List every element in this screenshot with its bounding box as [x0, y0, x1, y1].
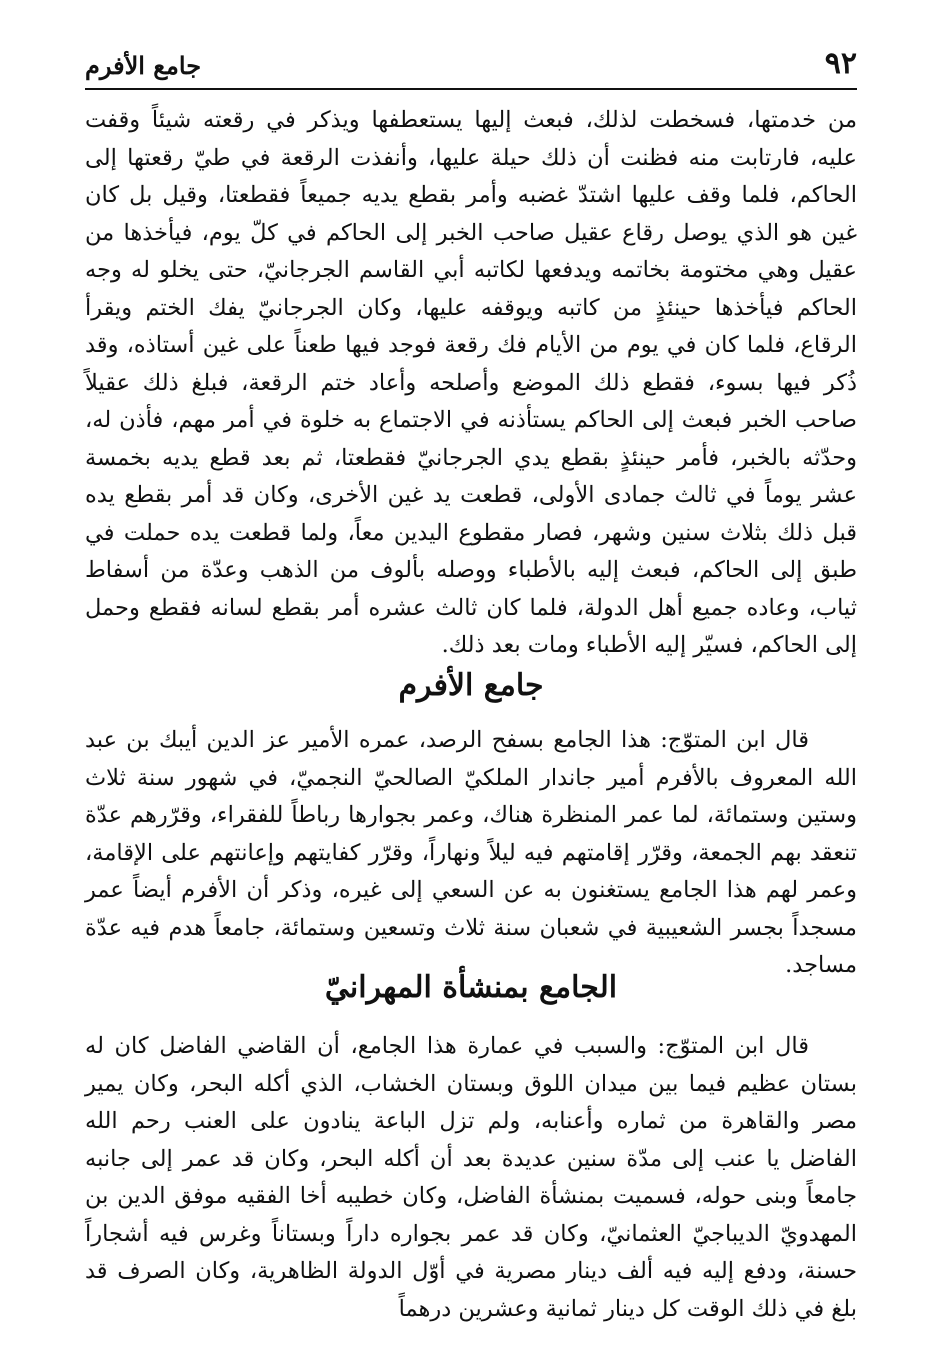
page-number: ٩٢ — [824, 46, 857, 81]
section-2-paragraph: قال ابن المتوّج: هذا الجامع بسفح الرصد، عمره الأمير عز الدين أيبك بن عبد الله المعروف بالأفرم أمير جاندار الملكيّ الصالحيّ النجميّ، في شهور سنة ثلاث وستين وستمائة، لما عمر المنظرة هناك، وعمر بجوارها رباطاً للفقراء، وقرّرهم عدّة تنعقد بهم الجمعة، وقرّر إقامتهم فيه ليلاً ونهاراً، وقرّر كفايتهم وإعانتهم على الإقامة، وعمر لهم هذا الجامع يستغنون به عن السعي إلى غيره، وذكر أن الأفرم أيضاً عمر مسجداً بجسر الشعيبية في شعبان سنة ثلاث وتسعين وستمائة، جامعاً هدم فيه عدّة مساجد. — [85, 727, 857, 978]
section-3-body — [85, 1028, 857, 1328]
section-1-paragraph: من خدمتها، فسخطت لذلك، فبعث إليها يستعطفها ويذكر في رقعته شيئاً وقفت عليه، فارتابت منه فظنت أن ذلك حيلة عليها، وأنفذت الرقعة في طيّ رقعتها إلى الحاكم، فلما وقف عليها اشتدّ غضبه وأمر بقطع يديه جميعاً فقطعتا، وقيل بل كان غين هو الذي يوصل رقاع عقيل صاحب الخبر إلى الحاكم في كلّ يوم، فيأخذها من عقيل وهي مختومة بخاتمه ويدفعها لكاتبه أبي القاسم الجرجانيّ، حتى يخلو له وجه الحاكم فيأخذها حينئذٍ من كاتبه ويوقفه عليها، وكان الجرجانيّ يفك الختم ويقرأ الرقاع، فلما كان في يوم من الأيام فك رقعة فوجد فيها طعناً على غين أستاذه، وقد ذُكر فيها بسوء، فقطع ذلك الموضع وأصلحه وأعاد ختم الرقعة، فبلغ ذلك عقيلاً صاحب الخبر فبعث إلى الحاكم يستأذنه في الاجتماع به خلوة في أمر مهم، فأذن له، وحدّثه بالخبر، فأمر حينئذٍ بقطع يدي الجرجانيّ فقطعتا، ثم بعد قطع يديه بخمسة عشر يوماً في ثالث جمادى الأولى، قطعت يد غين الأخرى، وكان قد أمر بقطع يده قبل ذلك بثلاث سنين وشهر، فصار مقطوع اليدين معاً، ولما قطعت يده حملت في طبق إلى الحاكم، فبعث إليه بالأطباء ووصله بألوف من الذهب وعدّة من أسفاط ثياب، وعاده جميع أهل الدولة، فلما كان ثالث عشره أمر بقطع لسانه فقطع وحمل إلى الحاكم، فسيّر إليه الأطباء ومات بعد ذلك. — [85, 107, 857, 658]
running-header — [85, 42, 857, 90]
section-1-body — [85, 102, 857, 665]
section-2-heading: جامع الأفرم — [398, 668, 544, 703]
section-2-body — [85, 722, 857, 985]
section-3-paragraph: قال ابن المتوّج: والسبب في عمارة هذا الجامع، أن القاضي الفاضل كان له بستان عظيم فيما بين ميدان اللوق وبستان الخشاب، الذي أكله البحر، وكان يمير مصر والقاهرة من ثماره وأعنابه، ولم تزل الباعة ينادون على العنب رحم الله الفاضل يا عنب إلى مدّة سنين عديدة بعد أن أكله البحر، وكان قد عمر إلى جانبه جامعاً وبنى حوله، فسميت بمنشأة الفاضل، وكان خطيبه أخا الفقيه موفق الدين بن المهدويّ الديباجيّ العثمانيّ، وكان قد عمر بجواره داراً وبستاناً وغرس فيه أشجاراً حسنة، ودفع إليه فيه ألف دينار مصرية في أوّل الدولة الظاهرية، وكان الصرف قد بلغ في ذلك الوقت كل دينار ثمانية وعشرين درهماً — [85, 1033, 857, 1322]
running-title: جامع الأفرم — [85, 51, 202, 80]
section-3-heading: الجامع بمنشأة المهرانيّ — [324, 970, 618, 1005]
